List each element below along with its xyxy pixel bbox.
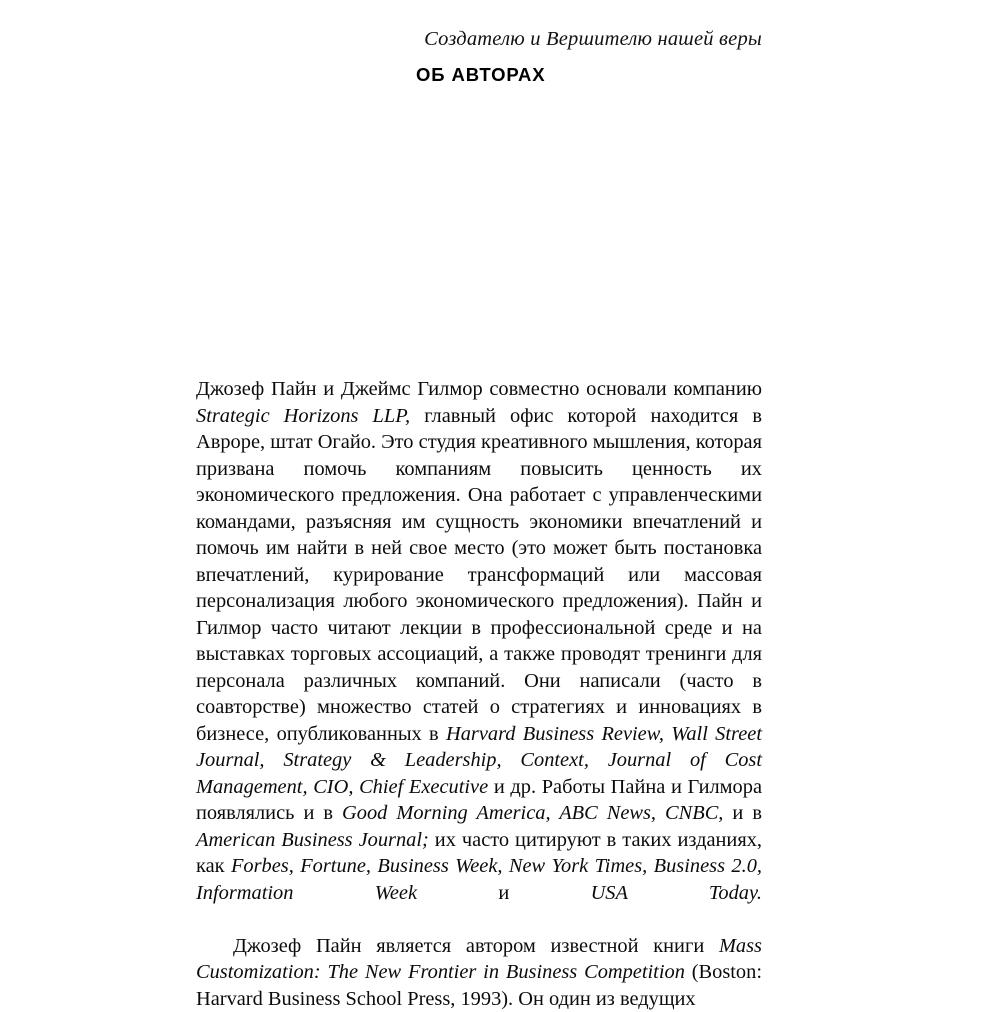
italic-title: Harvard Business Review, Wall Street Journal, Strategy & Leadership, Context, Journal of Cost Management, CIO, Chief Executive [196, 723, 762, 798]
italic-title: USA Today. [591, 882, 762, 904]
italic-title: Good Morning America, ABC News, CNBC, [342, 802, 723, 824]
page-title: ОБ АВТОРАХ [416, 63, 546, 87]
paragraph: Джозеф Пайн является автором известной книги Mass Customization: The New Frontier in Business Competition (Boston: Harvard Business School Press, 1993). Он один из ведущих [196, 933, 762, 1012]
body-text-block [196, 376, 762, 1012]
italic-title: Forbes, Fortune, Business Week, New York Times, Business 2.0, Information Week [196, 855, 762, 904]
italic-title: Strategic Horizons LLP, [196, 405, 410, 427]
italic-title: American Business Journal; [196, 829, 429, 851]
italic-title: Mass Customization: The New Frontier in Business Competition [196, 935, 762, 984]
paragraph: Джозеф Пайн и Джеймс Гилмор совместно основали компанию Strategic Horizons LLP, главный офис которой находится в Авроре, штат Огайо. Это студия креативного мышления, которая призвана помочь компаниям повысить ценность их экономического предложения. Она работает с управленческими командами, разъясняя им сущность экономики впечатлений и помочь им найти в ней свое место (это может быть постановка впечатлений, курирование трансформаций или массовая персонализация любого экономического предложения). Пайн и Гилмор часто читают лекции в профессиональной среде и на выставках торговых ассоциаций, а также проводят тренинги для персонала различных компаний. Они написали (часто в соавторстве) множество статей о стратегиях и инновациях в бизнесе, опубликованных в Harvard Business Review, Wall Street Journal, Strategy & Leadership, Context, Journal of Cost Management, CIO, Chief Executive и др. Работы Пайна и Гилмора появлялись и в Good Morning America, ABC News, CNBC, и в American Business Journal; их часто цитируют в таких изданиях, как Forbes, Fortune, Business Week, New York Times, Business 2.0, Information Week и USA Today. [196, 376, 762, 933]
running-head: Создателю и Вершителю нашей веры [196, 26, 762, 52]
